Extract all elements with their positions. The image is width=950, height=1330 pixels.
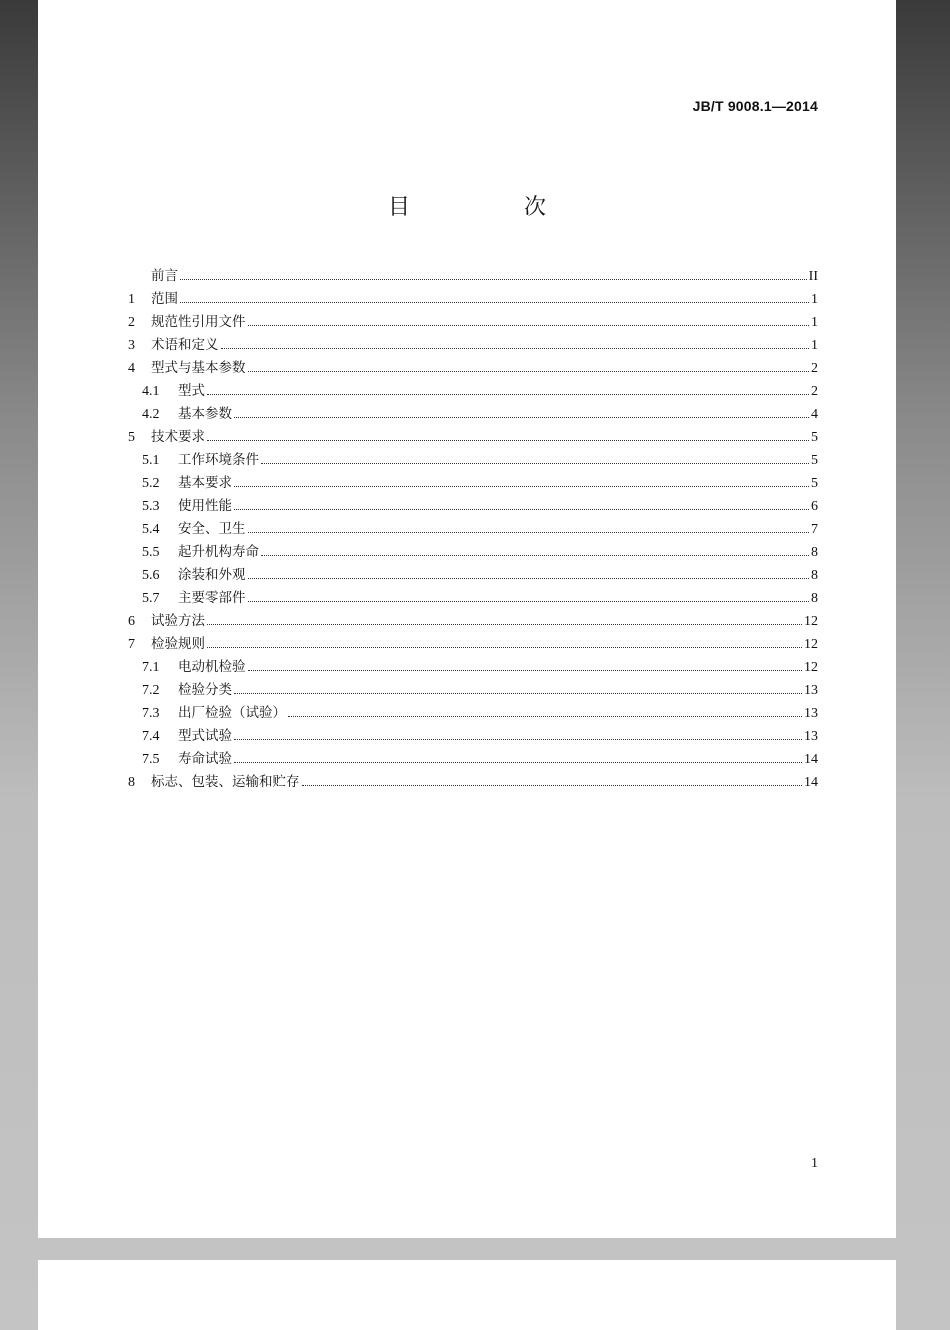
toc-entry-number: 7.2 <box>142 683 160 698</box>
next-page <box>38 1260 896 1330</box>
toc-entry-number: 5.3 <box>142 499 160 514</box>
document-page <box>38 0 896 1238</box>
toc-entry[interactable] <box>128 310 818 333</box>
toc-entry-number: 5.4 <box>142 522 160 537</box>
toc-title: 目 次 <box>387 195 592 220</box>
toc-entry-number: 5.1 <box>142 453 160 468</box>
toc-entry[interactable] <box>128 770 818 793</box>
toc-entry-page: 13 <box>804 706 818 721</box>
toc-entry[interactable] <box>128 333 818 356</box>
toc-entry-label: 电动机检验 <box>178 659 246 675</box>
toc-entry-label: 寿命试验 <box>178 751 232 767</box>
toc-dot-leader <box>180 301 809 303</box>
toc-dot-leader <box>261 462 809 464</box>
toc-subentry[interactable] <box>128 724 818 747</box>
toc-subentry[interactable] <box>128 494 818 517</box>
toc-entry-number: 4.2 <box>142 407 160 422</box>
toc-entry-page: 1 <box>811 315 818 330</box>
toc-entry-label: 检验分类 <box>178 682 232 698</box>
toc-entry-page: 13 <box>804 729 818 744</box>
toc-subentry[interactable] <box>128 586 818 609</box>
toc-subentry[interactable] <box>128 402 818 425</box>
toc-entry-number: 5.2 <box>142 476 160 491</box>
toc-subentry[interactable] <box>128 563 818 586</box>
toc-entry-label: 型式试验 <box>178 728 232 744</box>
toc-entry-label: 型式 <box>178 383 205 399</box>
page-number: 1 <box>811 1156 818 1171</box>
toc-entry-label: 规范性引用文件 <box>151 314 246 330</box>
toc-entry-page: 8 <box>811 568 818 583</box>
toc-entry-number: 7 <box>128 637 135 652</box>
toc-subentry[interactable] <box>128 517 818 540</box>
toc-dot-leader <box>234 738 802 740</box>
toc-entry-label: 技术要求 <box>151 429 205 445</box>
toc-entry-label: 型式与基本参数 <box>151 360 246 376</box>
toc-entry-label: 基本要求 <box>178 475 232 491</box>
toc-entry[interactable] <box>128 609 818 632</box>
toc-subentry[interactable] <box>128 678 818 701</box>
toc-dot-leader <box>248 577 810 579</box>
toc-dot-leader <box>234 485 809 487</box>
toc-entry-number: 7.1 <box>142 660 160 675</box>
table-of-contents <box>128 264 818 793</box>
toc-entry-label: 安全、卫生 <box>178 521 246 537</box>
toc-entry-number: 6 <box>128 614 135 629</box>
toc-entry-label: 工作环境条件 <box>178 452 259 468</box>
toc-dot-leader <box>248 600 810 602</box>
toc-entry[interactable] <box>128 287 818 310</box>
toc-entry-number: 7.5 <box>142 752 160 767</box>
toc-entry-label: 术语和定义 <box>151 337 219 353</box>
toc-entry-number: 5.7 <box>142 591 160 606</box>
toc-dot-leader <box>234 692 802 694</box>
toc-entry-page: 2 <box>811 361 818 376</box>
toc-entry-label: 试验方法 <box>151 613 205 629</box>
toc-subentry[interactable] <box>128 701 818 724</box>
toc-dot-leader <box>207 393 809 395</box>
toc-dot-leader <box>261 554 809 556</box>
toc-entry[interactable] <box>128 264 818 287</box>
toc-entry[interactable] <box>128 632 818 655</box>
toc-subentry[interactable] <box>128 540 818 563</box>
toc-entry-page: 1 <box>811 292 818 307</box>
toc-entry-page: 8 <box>811 545 818 560</box>
toc-entry-number: 7.3 <box>142 706 160 721</box>
toc-dot-leader <box>248 531 810 533</box>
toc-entry[interactable] <box>128 356 818 379</box>
toc-entry-label: 基本参数 <box>178 406 232 422</box>
toc-entry-label: 使用性能 <box>178 498 232 514</box>
toc-entry-label: 主要零部件 <box>178 590 246 606</box>
toc-dot-leader <box>288 715 802 717</box>
toc-entry-number: 7.4 <box>142 729 160 744</box>
toc-dot-leader <box>234 416 809 418</box>
toc-entry-page: 12 <box>804 660 818 675</box>
toc-dot-leader <box>248 324 810 326</box>
toc-entry-label: 起升机构寿命 <box>178 544 259 560</box>
toc-dot-leader <box>221 347 810 349</box>
toc-dot-leader <box>180 278 807 280</box>
toc-entry-page: 8 <box>811 591 818 606</box>
toc-subentry[interactable] <box>128 747 818 770</box>
toc-entry-page: II <box>808 269 818 284</box>
toc-entry-number: 5.5 <box>142 545 160 560</box>
toc-entry-page: 4 <box>811 407 818 422</box>
toc-entry-number: 1 <box>128 292 135 307</box>
toc-entry-page: 5 <box>811 453 818 468</box>
toc-subentry[interactable] <box>128 471 818 494</box>
toc-entry-page: 2 <box>811 384 818 399</box>
toc-entry-page: 1 <box>811 338 818 353</box>
toc-entry-page: 14 <box>804 752 818 767</box>
toc-entry-number: 4 <box>128 361 135 376</box>
toc-entry-number: 5.6 <box>142 568 160 583</box>
toc-entry-label: 出厂检验（试验） <box>178 705 286 721</box>
toc-entry-page: 14 <box>804 775 818 790</box>
toc-entry-label: 范围 <box>151 291 178 307</box>
toc-entry-page: 13 <box>804 683 818 698</box>
toc-entry-label: 检验规则 <box>151 636 205 652</box>
toc-entry-number: 4.1 <box>142 384 160 399</box>
toc-entry-number: 3 <box>128 338 135 353</box>
toc-dot-leader <box>234 761 802 763</box>
toc-dot-leader <box>302 784 803 786</box>
toc-entry-page: 5 <box>811 476 818 491</box>
toc-entry-page: 6 <box>811 499 818 514</box>
toc-entry-page: 5 <box>811 430 818 445</box>
toc-dot-leader <box>207 439 809 441</box>
toc-entry[interactable] <box>128 425 818 448</box>
toc-subentry[interactable] <box>128 655 818 678</box>
toc-dot-leader <box>248 370 810 372</box>
toc-dot-leader <box>207 623 802 625</box>
toc-dot-leader <box>248 669 803 671</box>
toc-entry-label: 前言 <box>151 268 178 284</box>
toc-subentry[interactable] <box>128 448 818 471</box>
toc-dot-leader <box>234 508 809 510</box>
document-code: JB/T 9008.1—2014 <box>692 98 818 114</box>
toc-entry-label: 标志、包装、运输和贮存 <box>151 774 300 790</box>
toc-entry-page: 12 <box>804 637 818 652</box>
toc-dot-leader <box>207 646 802 648</box>
toc-subentry[interactable] <box>128 379 818 402</box>
toc-entry-page: 12 <box>804 614 818 629</box>
toc-entry-number: 2 <box>128 315 135 330</box>
toc-entry-number: 5 <box>128 430 135 445</box>
toc-entry-page: 7 <box>811 522 818 537</box>
toc-entry-label: 涂装和外观 <box>178 567 246 583</box>
toc-entry-number: 8 <box>128 775 135 790</box>
